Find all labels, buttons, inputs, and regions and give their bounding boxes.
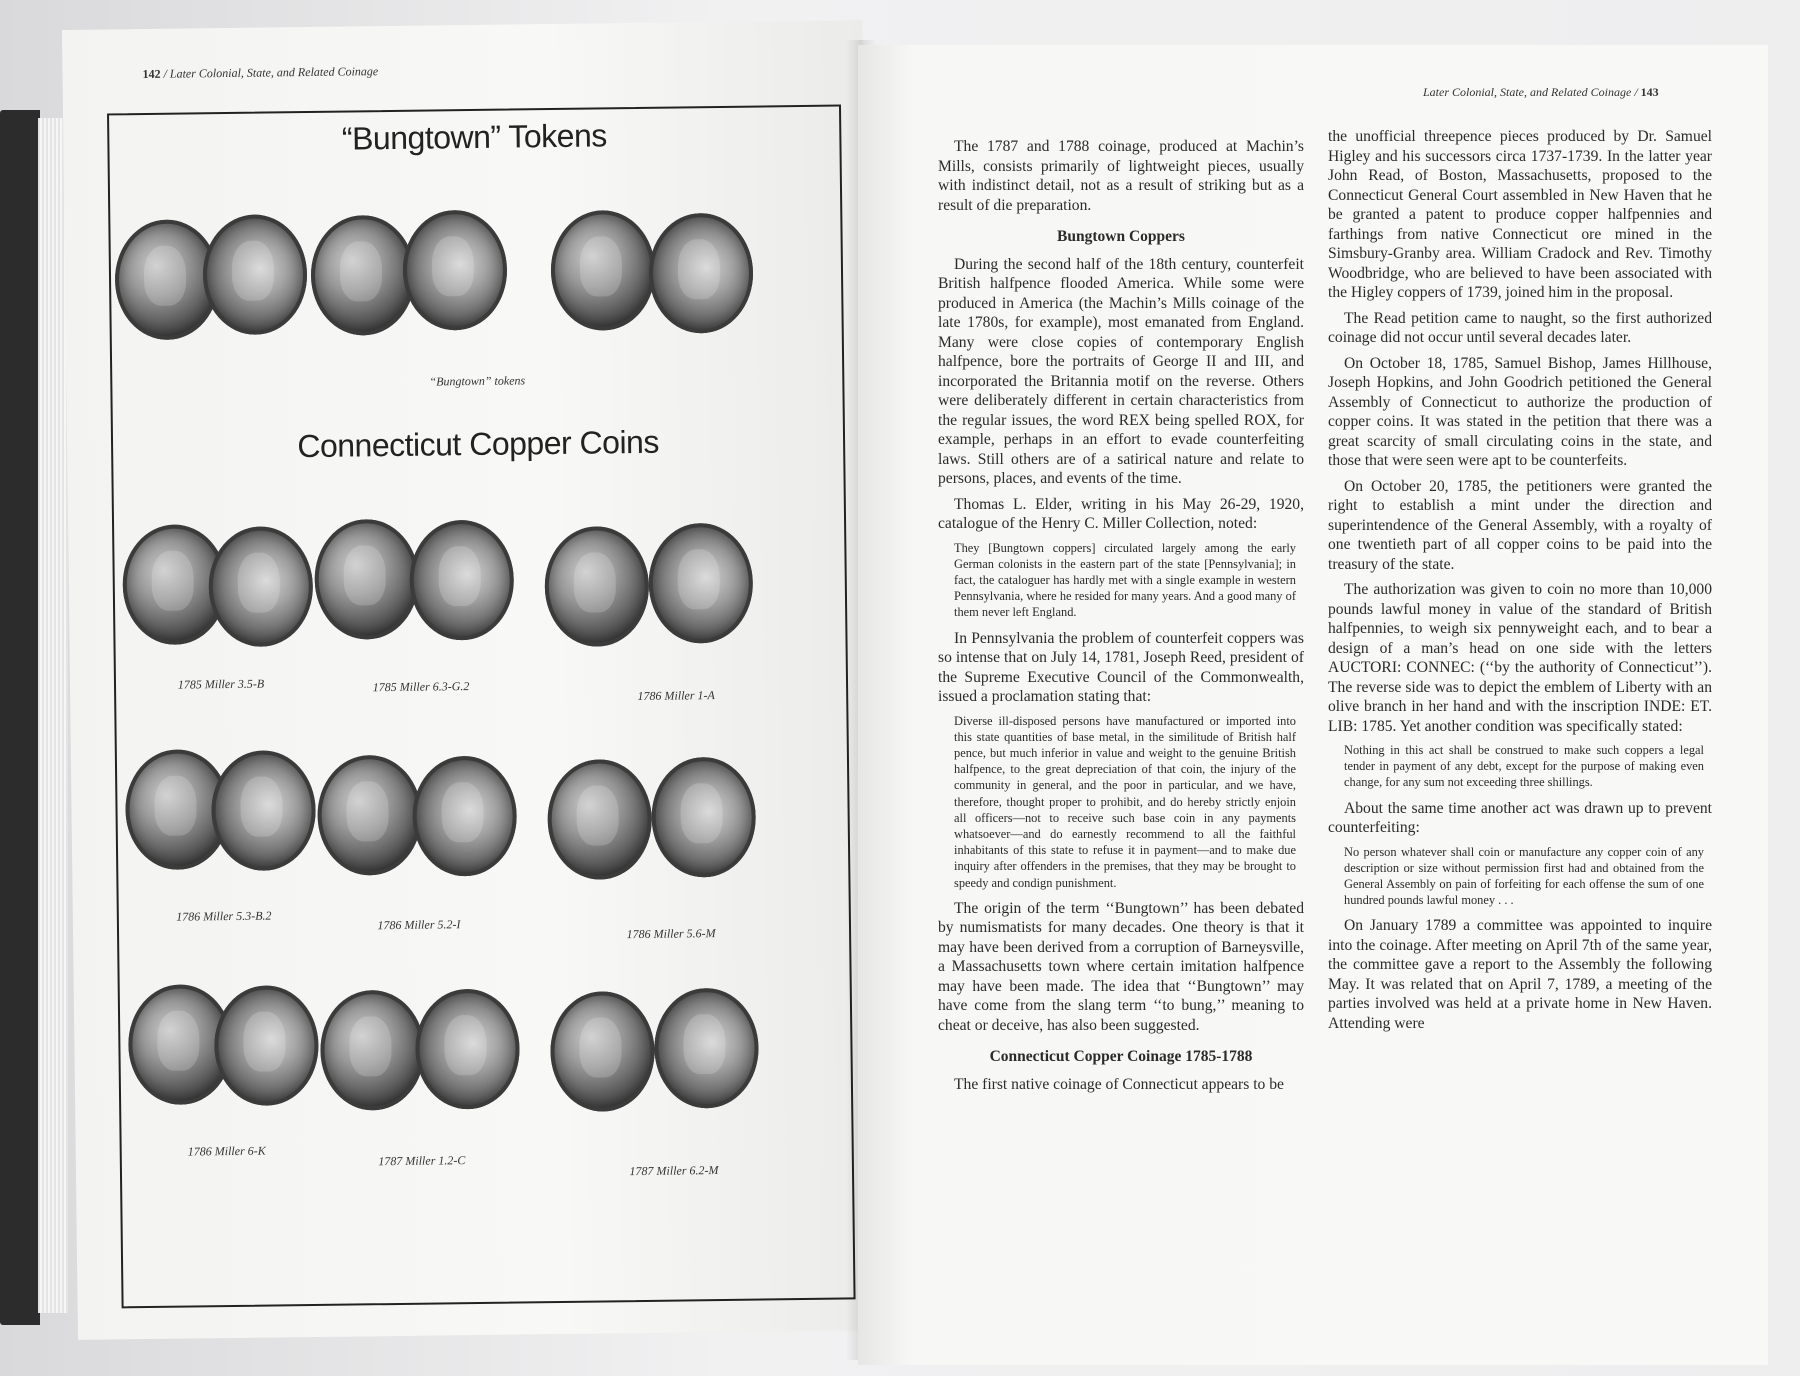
caption-1785-miller-6-3-g-2: 1785 Miller 6.3-G.2 [372,679,470,695]
left-page-number: 142 [142,66,161,82]
paragraph: The first native coinage of Connecticut appears to be [954,1075,1284,1093]
paragraph: The authorization was given to coin no more than 10,000 pounds lawful money in value of the standard of British halfpennies, to weigh six pennyweight each, and to bear a design of a man’s head on one side with the letters AUCTORI: CONNEC: (‘‘by the authority of Connecticut’’). The reverse side was to depict the emblem of Liberty with an olive branch in her hand and with the inscription INDE: ET. LIB: 1785. Yet another condition was specifically stated: [1328,581,1712,735]
caption-1786-miller-1-a: 1786 Miller 1-A [637,688,715,704]
connecticut-coin-row-2 [117,741,849,910]
paragraph: Thomas L. Elder, writing in his May 26-29, 1920, catalogue of the Henry C. Miller Collection, noted: [938,495,1304,532]
coin-reverse [409,520,514,641]
connecticut-coin-row-1 [114,511,846,680]
coin-reverse [648,523,753,644]
block-quote: Nothing in this act shall be construed to make such coppers a legal tender in payment of any debt, except for the purpose of making even change, for any sum not exceeding three shillings. [1344,743,1704,790]
coin-obverse [544,526,649,647]
coin-pair [310,206,512,358]
left-page [62,20,878,1340]
right-page [858,45,1768,1365]
caption-1786-miller-5-6-m: 1786 Miller 5.6-M [626,926,716,942]
coin-reverse [211,750,316,871]
paragraph: On October 18, 1785, Samuel Bishop, James Hillhouse, Joseph Hopkins, and John Goodrich petitioned the General Assembly of Connecticut to authorize the production of copper coins. It was stated in the petition that there was a great scarcity of small circulating coins in the state, and those that were seen were apt to be counterfeits. [1328,354,1712,469]
paragraph: the unofficial threepence pieces produced by Dr. Samuel Higley and his successors circa 1737-1739. In the latter year John Read, of Boston, Massachusetts, proposed to the Connecticut General Court assembled in New Haven that he be granted a patent to produce copper halfpennies and farthings from native Connecticut ore mined in the Simsbury-Granby area. William Cradock and Rev. Timothy Woodbridge, who are believed to have been associated with the Higley coppers of 1739, joined him in the proposal. [1328,128,1712,301]
caption-bungtown: “Bungtown” tokens [429,373,526,389]
coin-pair [547,743,749,895]
book-cover [0,110,40,1325]
coin-pair [317,745,519,897]
connecticut-coin-row-3 [120,976,852,1145]
coin-reverse [654,988,759,1109]
paragraph: In Pennsylvania the problem of counterfeit coppers was so intense that on July 14, 1781, Joseph Reed, president of the Supreme Executive Council of the Commonwealth, issued a proclamation stating that: [938,629,1304,706]
coin-reverse [208,526,313,647]
paragraph: On October 20, 1785, the petitioners were granted the right to establish a mint under the direction and superintendence of the General Assembly, with a royalty of one twentieth part of all copper coins to be paid into the treasury of the state. [1328,477,1712,573]
paragraph: On January 1789 a committee was appointed to inquire into the coinage. After meeting on April 7th of the same year, the committee gave a report to the Assembly the following May. It was related that on April 7, 1789, a meeting of the parties involved was held at a private home in New Haven. Attending were [1328,917,1712,1032]
heading-bungtown-coppers: Bungtown Coppers [1057,228,1185,245]
coin-pair [125,748,327,900]
coin-obverse [317,755,422,876]
coin-obverse [314,519,419,640]
coin-obverse [550,991,655,1112]
coin-reverse [651,757,756,878]
caption-1785-miller-3-5-b: 1785 Miller 3.5-B [177,676,265,692]
coin-reverse [402,210,507,331]
paragraph: The 1787 and 1788 coinage, produced at Machin’s Mills, consists primarily of lightweight pieces, usually with indistinct detail, not as a result of striking but as a result of die preparation. [938,138,1304,214]
right-running-head [1423,85,1659,100]
coin-pair [544,513,746,665]
bungtown-title: “Bungtown” Tokens [341,117,607,157]
block-quote: They [Bungtown coppers] circulated largely among the early German colonists in the eastern part of the state [Pennsylvania]; in fact, the cataloguer has hardly met with a single example in western Pennsylvania, where he resided for many years. And a good many of them never left England. [954,540,1296,620]
heading-connecticut-copper-coinage: Connecticut Copper Coinage 1785-1788 [989,1048,1253,1066]
paragraph: The Read petition came to naught, so the first authorized coinage did not occur until several decades later. [1328,309,1712,346]
left-running-head-title: / Later Colonial, State, and Related Coinage [163,64,379,81]
coin-pair [128,983,330,1135]
page-edges [38,118,68,1313]
bungtown-coin-row [110,202,842,371]
coin-pair [550,978,752,1130]
text-column-2 [1328,127,1712,1039]
paragraph: About the same time another act was drawn up to prevent counterfeiting: [1328,799,1712,837]
coin-reverse [214,985,319,1106]
coin-reverse [412,756,517,877]
coin-reverse [648,213,753,334]
block-quote: Diverse ill-disposed persons have manufactured or imported into this state quantities of base metal, in the similitude of British half pence, but much inferior in value and weight to the genuine British halfpence, to the great depreciation of that coin, the injury of the community in general, and the poor in particular, and we have, therefore, thought proper to prohibit, and do hereby strictly enjoin all officers—not to receive such base coin in any payments whatsoever—and do earnestly recommend to all the faithful inhabitants of this state to refuse it in payment—and to make due inquiry after offenders in the premises, that they may be brought to speedy and condign punishment. [954,713,1296,890]
paragraph: The origin of the term ‘‘Bungtown’’ has been debated by numismatists for many decades. One theory is that it may have been derived from a corruption of Barneysville, a Massachusetts town where certain imitation halfpence may have been made. The idea that ‘‘Bungtown’’ may have come from the slang term ‘‘to bung,’’ meaning to cheat or deceive, has also been suggested. [938,899,1304,1034]
coin-obverse [550,210,655,331]
coin-pair [314,516,516,668]
coin-pair [320,980,522,1132]
coin-reverse [202,214,307,335]
coin-pair [550,203,752,355]
caption-1786-miller-6-k: 1786 Miller 6-K [187,1143,266,1159]
caption-1787-miller-6-2-m: 1787 Miller 6.2-M [629,1163,719,1179]
connecticut-title: Connecticut Copper Coins [297,423,660,465]
text-column-1 [938,137,1304,1100]
coin-obverse [547,759,652,880]
coin-obverse [320,990,425,1111]
coin-reverse [415,988,520,1109]
block-quote: No person whatever shall coin or manufacture any copper coin of any description or size without permission first had and obtained from the General Assembly on pain of forfeiting for each offense the sum of one hundred pounds lawful money . . . [1344,844,1704,908]
coin-obverse [310,215,415,336]
caption-1786-miller-5-2-i: 1786 Miller 5.2-I [377,917,461,933]
left-running-head [142,64,378,82]
right-running-head-title: Later Colonial, State, and Related Coinage / [1423,85,1638,99]
coin-pair [114,208,316,360]
coin-plate [107,104,856,1308]
right-page-number: 143 [1640,85,1659,99]
caption-1787-miller-1-2-c: 1787 Miller 1.2-C [378,1153,466,1169]
caption-1786-miller-5-3-b-2: 1786 Miller 5.3-B.2 [176,908,272,924]
paragraph: During the second half of the 18th century, counterfeit British halfpence flooded America. While some were produced in America (the Machin’s Mills coinage of the late 1780s, for example), most emanated from England. Many were close copies of contemporary English halfpence, bore the portraits of George II and III, and incorporated the Britannia motif on the reverse. Others were deliberately different in certain characteristics from the regular issues, the word REX being spelled ROX, for example, perhaps in an effort to evade counterfeiting laws. Still others are of a satirical nature and relate to persons, places, and events of the time. [938,255,1304,487]
coin-pair [122,518,324,670]
